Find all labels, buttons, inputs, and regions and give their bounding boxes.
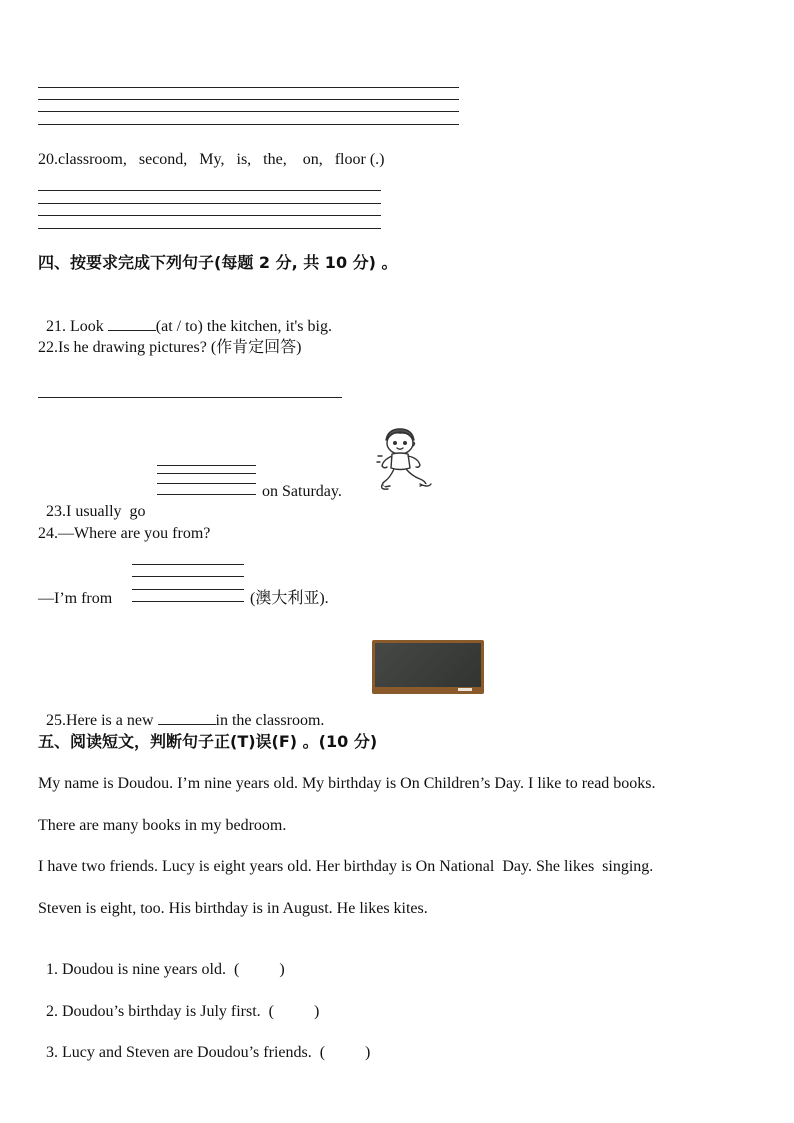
question-20: 20.classroom, second, My, is, the, on, floor (.) [38, 151, 385, 168]
question-24-answer-before: —I’m from [38, 590, 113, 607]
judgment-item-3 [38, 1023, 370, 1063]
question-24-answer-after: (澳大利亚). [246, 590, 329, 607]
passage-line-1: My name is Doudou. I’m nine years old. My birthday is On Children’s Day. I like to read books. [38, 775, 656, 792]
question-21 [38, 296, 332, 337]
question-23 [38, 482, 146, 522]
question-23-before: 23.I usually go [46, 503, 146, 520]
question-25-before: 25.Here is a new [46, 712, 158, 729]
judgment-3-text: 3. Lucy and Steven are Doudou’s friends. [46, 1044, 312, 1061]
question-23-after: on Saturday. [258, 483, 342, 500]
judgment-2-answer[interactable]: ( ) [260, 1003, 320, 1020]
question-21-before: 21. Look [46, 318, 108, 335]
passage-line-2: There are many books in my bedroom. [38, 817, 287, 834]
passage-line-3: I have two friends. Lucy is eight years old. Her birthday is On National Day. She likes singing. [38, 858, 654, 875]
question-25 [38, 690, 324, 731]
blackboard-picture [372, 640, 484, 694]
question-22: 22.Is he drawing pictures? (作肯定回答) [38, 339, 302, 356]
blank-21[interactable] [108, 316, 156, 331]
question-24: 24.—Where are you from? [38, 525, 211, 542]
judgment-1-text: 1. Doudou is nine years old. [46, 961, 226, 978]
blank-25[interactable] [158, 710, 216, 725]
passage-line-4: Steven is eight, too. His birthday is in August. He likes kites. [38, 900, 428, 917]
judgment-3-answer[interactable]: ( ) [311, 1044, 371, 1061]
judgment-item-1 [38, 940, 285, 980]
section-4-heading: 四、按要求完成下列句子(每题 2 分, 共 10 分) 。 [38, 253, 398, 272]
running-boy-picture [376, 426, 438, 498]
judgment-item-2 [38, 982, 319, 1022]
question-25-after: in the classroom. [215, 712, 325, 729]
section-5-heading: 五、阅读短文，判断句子正(T)误(F) 。(10 分) [38, 732, 378, 751]
judgment-2-text: 2. Doudou’s birthday is July first. [46, 1003, 261, 1020]
judgment-1-answer[interactable]: ( ) [225, 961, 285, 978]
answer-line-q22[interactable] [38, 397, 342, 398]
question-21-after: (at / to) the kitchen, it's big. [155, 318, 332, 335]
